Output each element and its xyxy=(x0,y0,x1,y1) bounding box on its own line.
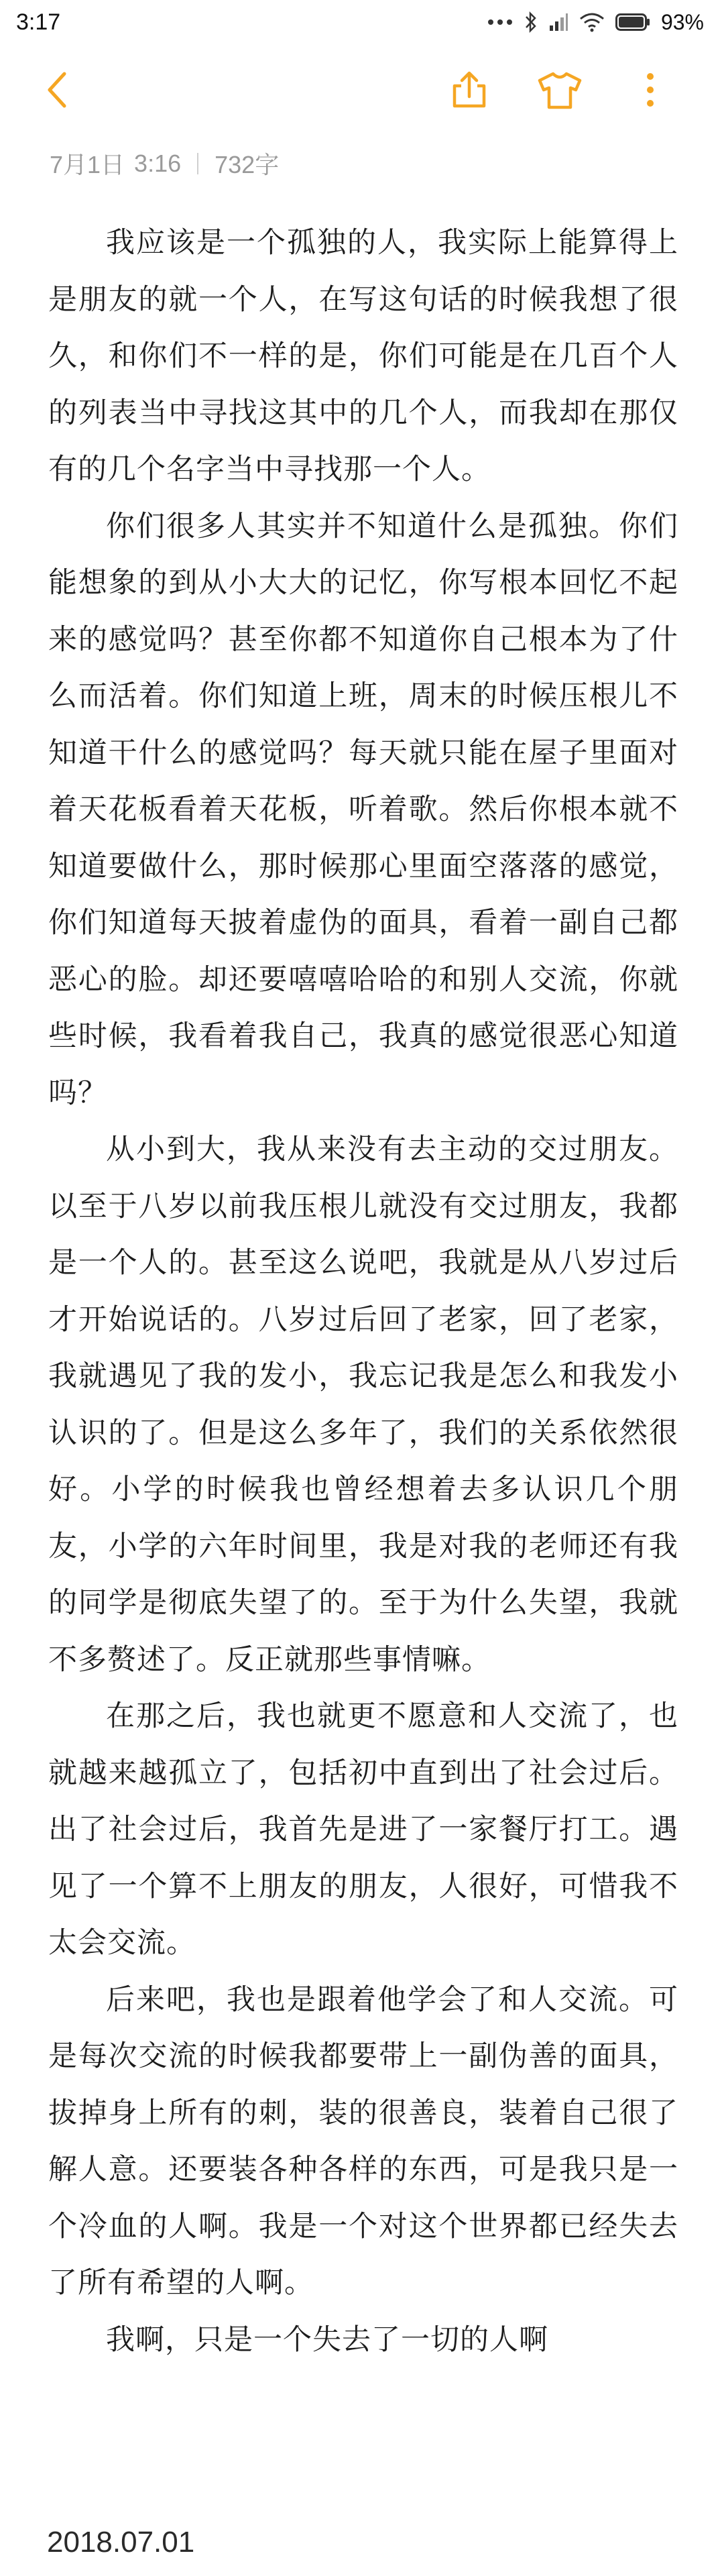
note-date: 7月1日 xyxy=(50,151,125,178)
note-time: 3:16 xyxy=(134,149,182,177)
more-vertical-icon xyxy=(646,72,655,111)
theme-button[interactable] xyxy=(523,44,597,138)
more-options-button[interactable] xyxy=(617,44,684,138)
note-paragraph: 在那之后，我也就更不愿意和人交流了，也就越来越孤立了，包括初中直到出了社会过后。出了社会过后，我首先是进了一家餐厅打工。遇见了一个算不上朋友的朋友，人很好，可惜我不太会交流。 xyxy=(48,1699,678,1960)
battery-percent: 93% xyxy=(660,9,704,34)
footer-date: 2018.07.01 xyxy=(47,2526,195,2559)
note-paragraph: 后来吧，我也是跟着他学会了和人交流。可是每次交流的时候我都要带上一副伪善的面具，拔掉身上所有的刺，装的很善良，装着自己很了解人意。还要装各种各样的东西，可是我只是一个冷血的人啊。我是一个对这个世界都已经失去了所有希望的人啊。 xyxy=(48,1982,678,2300)
signal-icon xyxy=(548,12,568,32)
note-paragraph: 我啊，只是一个失去了一切的人啊 xyxy=(106,2322,548,2357)
wifi-icon xyxy=(579,12,605,32)
note-toolbar xyxy=(0,44,724,138)
note-paragraph: 我应该是一个孤独的人，我实际上能算得上是朋友的就一个人，在写这句话的时候我想了很久，和你们不一样的是，你们可能是在几百个人的列表当中寻找这其中的几个人，而我却在那仅有的几个名字当中寻找那一个人。 xyxy=(48,226,678,486)
chevron-left-icon xyxy=(46,71,68,111)
battery-icon xyxy=(615,13,650,31)
note-paragraph: 从小到大，我从来没有去主动的交过朋友。以至于八岁以前我压根儿就没有交过朋友，我都是一个人的。甚至这么说吧，我就是从八岁过后才开始说话的。八岁过后回了老家，回了老家，我就遇见了我的发小，我忘记我是怎么和我发小认识的了。但是这么多年了，我们的关系依然很好。小学的时候我也曾经想着去多认识几个朋友，小学的六年时间里，我是对我的老师还有我的同学是彻底失望了的。至于为什么失望，我就不多赘述了。反正就那些事情嘛。 xyxy=(48,1133,678,1677)
bluetooth-icon xyxy=(524,11,538,34)
status-bar xyxy=(0,0,724,44)
note-body[interactable] xyxy=(48,215,678,2368)
share-button[interactable] xyxy=(432,44,506,138)
more-dots-icon xyxy=(487,18,514,26)
note-meta xyxy=(50,146,279,180)
tshirt-icon xyxy=(536,70,584,113)
note-paragraph: 你们很多人其实并不知道什么是孤独。你们能想象的到从小大大的记忆，你写根本回忆不起来的感觉吗？甚至你都不知道你自己根本为了什么而活着。你们知道上班，周末的时候压根儿不知道干什么的感觉吗？每天就只能在屋子里面对着天花板看着天花板，听着歌。然后你根本就不知道要做什么，那时候那心里面空落落的感觉，你们知道每天披着虚伪的面具，看着一副自己都恶心的脸。却还要嘻嘻哈哈的和别人交流，你就些时候，我看着我自己，我真的感觉很恶心知道吗？ xyxy=(48,509,678,1110)
status-time: 3:17 xyxy=(16,9,61,35)
meta-divider xyxy=(197,153,198,174)
word-count: 732字 xyxy=(215,151,280,178)
back-button[interactable] xyxy=(27,44,87,138)
status-icons xyxy=(487,10,704,35)
share-icon xyxy=(449,70,489,113)
